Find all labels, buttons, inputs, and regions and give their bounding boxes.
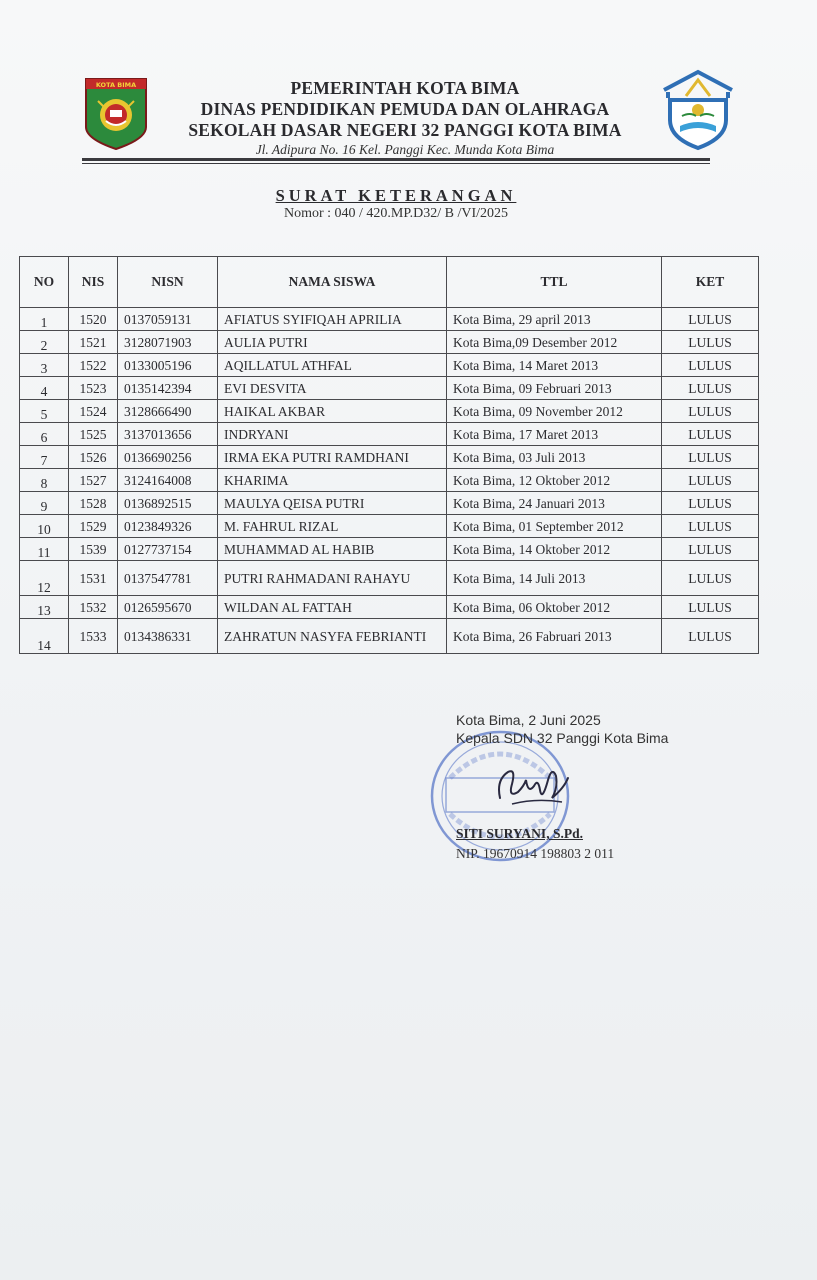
table-row — [20, 515, 759, 538]
table-row — [20, 377, 759, 400]
header-rule-thick — [82, 158, 710, 161]
cell-nama: EVI DESVITA — [218, 377, 447, 400]
cell-nama: HAIKAL AKBAR — [218, 400, 447, 423]
cell-ttl: Kota Bima, 14 Oktober 2012 — [447, 538, 662, 561]
column-header-nis: NIS — [69, 257, 118, 308]
cell-nis: 1526 — [69, 446, 118, 469]
cell-nama: ZAHRATUN NASYFA FEBRIANTI — [218, 619, 447, 654]
cell-ket: LULUS — [662, 308, 759, 331]
table-row — [20, 308, 759, 331]
cell-nama: MAULYA QEISA PUTRI — [218, 492, 447, 515]
cell-ket: LULUS — [662, 596, 759, 619]
cell-ket: LULUS — [662, 446, 759, 469]
table-row — [20, 538, 759, 561]
sign-position: Kepala SDN 32 Panggi Kota Bima — [456, 730, 669, 746]
cell-ttl: Kota Bima, 26 Fabruari 2013 — [447, 619, 662, 654]
cell-no: 12 — [20, 561, 69, 596]
cell-nisn: 0123849326 — [118, 515, 218, 538]
cell-no: 6 — [20, 423, 69, 446]
cell-no: 11 — [20, 538, 69, 561]
cell-no: 13 — [20, 596, 69, 619]
cell-nis: 1528 — [69, 492, 118, 515]
gov-name: PEMERINTAH KOTA BIMA — [290, 78, 520, 98]
sign-place-date: Kota Bima, 2 Juni 2025 — [456, 712, 601, 728]
cell-no: 8 — [20, 469, 69, 492]
cell-nis: 1529 — [69, 515, 118, 538]
cell-no: 2 — [20, 331, 69, 354]
cell-ttl: Kota Bima, 17 Maret 2013 — [447, 423, 662, 446]
cell-ket: LULUS — [662, 619, 759, 654]
cell-no: 4 — [20, 377, 69, 400]
cell-ttl: Kota Bima,09 Desember 2012 — [447, 331, 662, 354]
cell-nis: 1531 — [69, 561, 118, 596]
cell-nama: AULIA PUTRI — [218, 331, 447, 354]
cell-nisn: 0127737154 — [118, 538, 218, 561]
column-header-nisn: NISN — [118, 257, 218, 308]
cell-ttl: Kota Bima, 29 april 2013 — [447, 308, 662, 331]
cell-nis: 1521 — [69, 331, 118, 354]
cell-ket: LULUS — [662, 469, 759, 492]
table-row — [20, 354, 759, 377]
cell-ttl: Kota Bima, 09 November 2012 — [447, 400, 662, 423]
student-table — [19, 256, 759, 654]
letter-title-block — [180, 186, 612, 222]
signature-block — [456, 711, 668, 747]
cell-nama: KHARIMA — [218, 469, 447, 492]
cell-ttl: Kota Bima, 03 Juli 2013 — [447, 446, 662, 469]
cell-ttl: Kota Bima, 01 September 2012 — [447, 515, 662, 538]
cell-no: 1 — [20, 308, 69, 331]
cell-nis: 1527 — [69, 469, 118, 492]
cell-ket: LULUS — [662, 331, 759, 354]
school-address: Jl. Adipura No. 16 Kel. Panggi Kec. Munda Kota Bima — [255, 142, 555, 157]
table-row — [20, 423, 759, 446]
cell-nama: PUTRI RAHMADANI RAHAYU — [218, 561, 447, 596]
school-name: SEKOLAH DASAR NEGERI 32 PANGGI KOTA BIMA — [188, 120, 622, 140]
table-row — [20, 469, 759, 492]
cell-ket: LULUS — [662, 538, 759, 561]
column-header-no: NO — [20, 257, 69, 308]
letter-number: Nomor : 040 / 420.MP.D32/ B /VI/2025 — [283, 206, 508, 221]
header-rule-thin — [82, 163, 710, 164]
cell-nama: M. FAHRUL RIZAL — [218, 515, 447, 538]
cell-ttl: Kota Bima, 12 Oktober 2012 — [447, 469, 662, 492]
cell-nisn: 0137547781 — [118, 561, 218, 596]
cell-no: 10 — [20, 515, 69, 538]
cell-ket: LULUS — [662, 492, 759, 515]
cell-nisn: 0137059131 — [118, 308, 218, 331]
cell-ket: LULUS — [662, 377, 759, 400]
cell-nisn: 3124164008 — [118, 469, 218, 492]
cell-nisn: 0136892515 — [118, 492, 218, 515]
letterhead — [150, 78, 660, 158]
cell-nis: 1523 — [69, 377, 118, 400]
cell-no: 5 — [20, 400, 69, 423]
cell-no: 7 — [20, 446, 69, 469]
principal-nip: NIP. 19670914 198803 2 011 — [456, 846, 615, 861]
cell-ket: LULUS — [662, 354, 759, 377]
cell-ket: LULUS — [662, 515, 759, 538]
cell-ttl: Kota Bima, 06 Oktober 2012 — [447, 596, 662, 619]
table-row — [20, 561, 759, 596]
cell-ttl: Kota Bima, 14 Maret 2013 — [447, 354, 662, 377]
cell-nis: 1520 — [69, 308, 118, 331]
cell-nama: MUHAMMAD AL HABIB — [218, 538, 447, 561]
table-row — [20, 492, 759, 515]
cell-nama: INDRYANI — [218, 423, 447, 446]
table-row — [20, 446, 759, 469]
kota-bima-emblem-icon — [84, 77, 148, 151]
emblem-text: KOTA BIMA — [95, 81, 137, 89]
cell-ket: LULUS — [662, 423, 759, 446]
cell-nama: IRMA EKA PUTRI RAMDHANI — [218, 446, 447, 469]
cell-nis: 1532 — [69, 596, 118, 619]
cell-nama: WILDAN AL FATTAH — [218, 596, 447, 619]
school-crest-icon — [658, 68, 738, 152]
cell-ket: LULUS — [662, 561, 759, 596]
cell-nama: AQILLATUL ATHFAL — [218, 354, 447, 377]
cell-ttl: Kota Bima, 24 Januari 2013 — [447, 492, 662, 515]
cell-no: 14 — [20, 619, 69, 654]
table-row — [20, 596, 759, 619]
cell-no: 9 — [20, 492, 69, 515]
cell-nisn: 0136690256 — [118, 446, 218, 469]
cell-ttl: Kota Bima, 09 Februari 2013 — [447, 377, 662, 400]
cell-nis: 1539 — [69, 538, 118, 561]
cell-nisn: 0134386331 — [118, 619, 218, 654]
cell-nisn: 0126595670 — [118, 596, 218, 619]
table-row — [20, 619, 759, 654]
cell-nisn: 3128666490 — [118, 400, 218, 423]
column-header-nama: NAMA SISWA — [218, 257, 447, 308]
cell-ttl: Kota Bima, 14 Juli 2013 — [447, 561, 662, 596]
cell-nisn: 3137013656 — [118, 423, 218, 446]
cell-ket: LULUS — [662, 400, 759, 423]
cell-nisn: 3128071903 — [118, 331, 218, 354]
table-row — [20, 400, 759, 423]
agency-name: DINAS PENDIDIKAN PEMUDA DAN OLAHRAGA — [200, 99, 610, 119]
signature-mark — [492, 758, 572, 812]
cell-nama: AFIATUS SYIFIQAH APRILIA — [218, 308, 447, 331]
cell-nis: 1525 — [69, 423, 118, 446]
principal-name: SITI SURYANI, S.Pd. — [456, 826, 583, 841]
column-header-ket: KET — [662, 257, 759, 308]
cell-nis: 1524 — [69, 400, 118, 423]
cell-nis: 1522 — [69, 354, 118, 377]
column-header-ttl: TTL — [447, 257, 662, 308]
letter-title: SURAT KETERANGAN — [275, 186, 517, 205]
cell-nis: 1533 — [69, 619, 118, 654]
cell-nisn: 0135142394 — [118, 377, 218, 400]
cell-no: 3 — [20, 354, 69, 377]
table-row — [20, 331, 759, 354]
table-header-row — [20, 257, 759, 308]
cell-nisn: 0133005196 — [118, 354, 218, 377]
